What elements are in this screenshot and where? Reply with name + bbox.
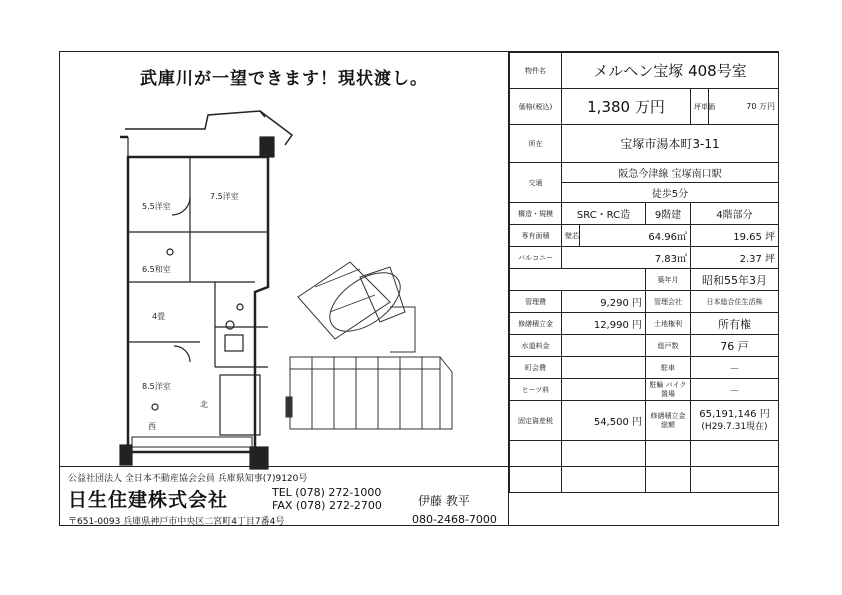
unit-floor-plan — [120, 111, 292, 469]
built-value: 昭和55年3月 — [691, 269, 779, 291]
price-value: 1,380 万円 — [562, 89, 691, 125]
property-info-table — [509, 52, 779, 493]
label-balcony: バルコニー — [510, 247, 562, 269]
agent-mobile: 080-2468-7000 — [412, 513, 497, 526]
company-fax: FAX (078) 272-2700 — [272, 499, 382, 512]
company-address: 〒651-0093 兵庫県神戸市中央区二宮町4丁目7番4号 — [68, 517, 285, 527]
label-land: 土地権利 — [646, 313, 691, 335]
agent-name: 伊藤 教平 — [418, 494, 470, 508]
area-tsubo: 19.65 坪 — [691, 225, 779, 247]
label-structure: 構造・規模 — [510, 203, 562, 225]
label-repair: 修繕積立金 — [510, 313, 562, 335]
address-value: 宝塚市湯本町3-11 — [562, 125, 779, 163]
units-value: 76 戸 — [691, 335, 779, 357]
traffic-line: 阪急今津線 宝塚南口駅 — [562, 163, 779, 183]
room-label-5: 8.5洋室 — [142, 382, 171, 391]
association-membership: 公益社団法人 全日本不動産協会会員 兵庫県知事(7)9120号 — [68, 474, 308, 484]
label-mgmt-co: 管理会社 — [646, 291, 691, 313]
label-bike: 駐輪 バイク置場 — [646, 379, 691, 401]
row-area — [510, 225, 779, 247]
row-traffic-1 — [510, 163, 779, 183]
label-tsubo: 坪単価 — [691, 89, 709, 125]
row-structure — [510, 203, 779, 225]
tax-value: 54,500 円 — [562, 401, 646, 441]
row-mgmt — [510, 291, 779, 313]
label-water: 水道料金 — [510, 335, 562, 357]
label-area: 専有面積 — [510, 225, 562, 247]
row-heat — [510, 379, 779, 401]
label-parking: 駐車 — [646, 357, 691, 379]
row-name — [510, 53, 779, 89]
floor-part-value: 4階部分 — [691, 203, 779, 225]
tsubo-price: 70 万円 — [709, 89, 779, 125]
area-note: 壁芯 — [562, 225, 580, 247]
label-price: 価格(税込) — [510, 89, 562, 125]
label-town: 町会費 — [510, 357, 562, 379]
label-address: 所在 — [510, 125, 562, 163]
company-block — [60, 466, 509, 527]
row-address — [510, 125, 779, 163]
room-label-3: 6.5和室 — [142, 265, 171, 274]
property-name: メルヘン宝塚 408号室 — [562, 53, 779, 89]
label-built: 築年月 — [646, 269, 691, 291]
row-blank-1 — [510, 441, 779, 467]
area-value: 64.96㎡ — [580, 225, 691, 247]
structure-value: SRC・RC造 — [562, 203, 646, 225]
company-name: 日生住建株式会社 — [68, 489, 229, 511]
property-sheet — [59, 51, 779, 526]
mgmt-fee-value: 9,290 円 — [562, 291, 646, 313]
floor-plan-drawings — [60, 107, 509, 467]
floors-value: 9階建 — [646, 203, 691, 225]
label-traffic: 交通 — [510, 163, 562, 203]
row-water — [510, 335, 779, 357]
balcony-tsubo: 2.37 坪 — [691, 247, 779, 269]
label-heat: ヒーツ料 — [510, 379, 562, 401]
label-units: 総戸数 — [646, 335, 691, 357]
land-value: 所有権 — [691, 313, 779, 335]
label-tax: 固定資産税 — [510, 401, 562, 441]
row-blank-2 — [510, 467, 779, 493]
traffic-walk: 徒歩5分 — [562, 183, 779, 203]
label-mgmt-fee: 管理費 — [510, 291, 562, 313]
left-panel — [60, 52, 509, 525]
mgmt-co-value: 日本総合住生活株 — [691, 291, 779, 313]
room-label-1: 5.5洋室 — [142, 202, 171, 211]
label-repair-total: 修繕積立金総額 — [646, 401, 691, 441]
row-tax — [510, 401, 779, 441]
repair-value: 12,990 円 — [562, 313, 646, 335]
direction-north: 北 — [200, 400, 208, 409]
row-balcony — [510, 247, 779, 269]
direction-west: 西 — [148, 422, 156, 431]
parking-value: － — [691, 357, 779, 379]
label-name: 物件名 — [510, 53, 562, 89]
company-tel: TEL (078) 272-1000 — [272, 486, 382, 499]
row-repair — [510, 313, 779, 335]
row-price — [510, 89, 779, 125]
bike-value: － — [691, 379, 779, 401]
repair-total-value: 65,191,146 円 — [699, 408, 770, 420]
room-label-2: 7.5洋室 — [210, 192, 239, 201]
headline: 武庫川が一望できます！現状渡し。 — [140, 69, 428, 89]
repair-total-date: (H29.7.31現在) — [701, 421, 768, 432]
row-town — [510, 357, 779, 379]
site-layout-plan — [286, 261, 452, 429]
row-built — [510, 269, 779, 291]
room-label-4: 4畳 — [152, 312, 166, 321]
balcony-value: 7.83㎡ — [562, 247, 691, 269]
